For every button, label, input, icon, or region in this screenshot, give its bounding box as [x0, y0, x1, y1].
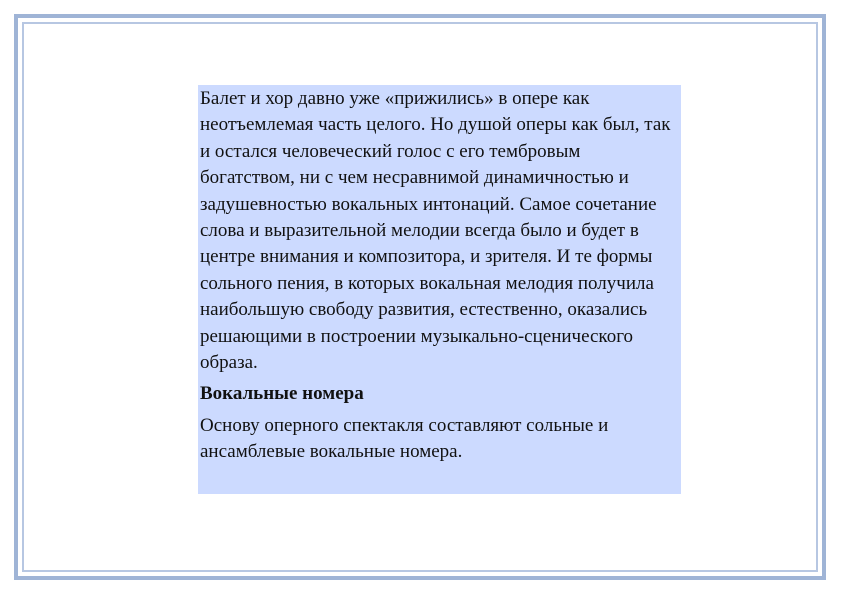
body-paragraph: Балет и хор давно уже «прижились» в опере как неотъемлемая часть целого. Но душой оперы как был, так и остался человеческий голос с его тембровым богатством, ни с чем несравнимой динамичностью и задушевностью вокальных интонаций. Самое сочетание слова и выразительной мелодии всегда было и будет в центре внимания и композитора, и зрителя. И те формы сольного пения, в которых вокальная мелодия получила наибольшую свободу развития, естественно, оказались решающими в построении музыкально-сценического образа.: [200, 88, 671, 374]
section-heading: Вокальные номера: [200, 383, 364, 405]
text-block: [198, 85, 681, 494]
body-paragraph-2: Основу оперного спектакля составляют сольные и ансамблевые вокальные номера.: [200, 414, 609, 463]
